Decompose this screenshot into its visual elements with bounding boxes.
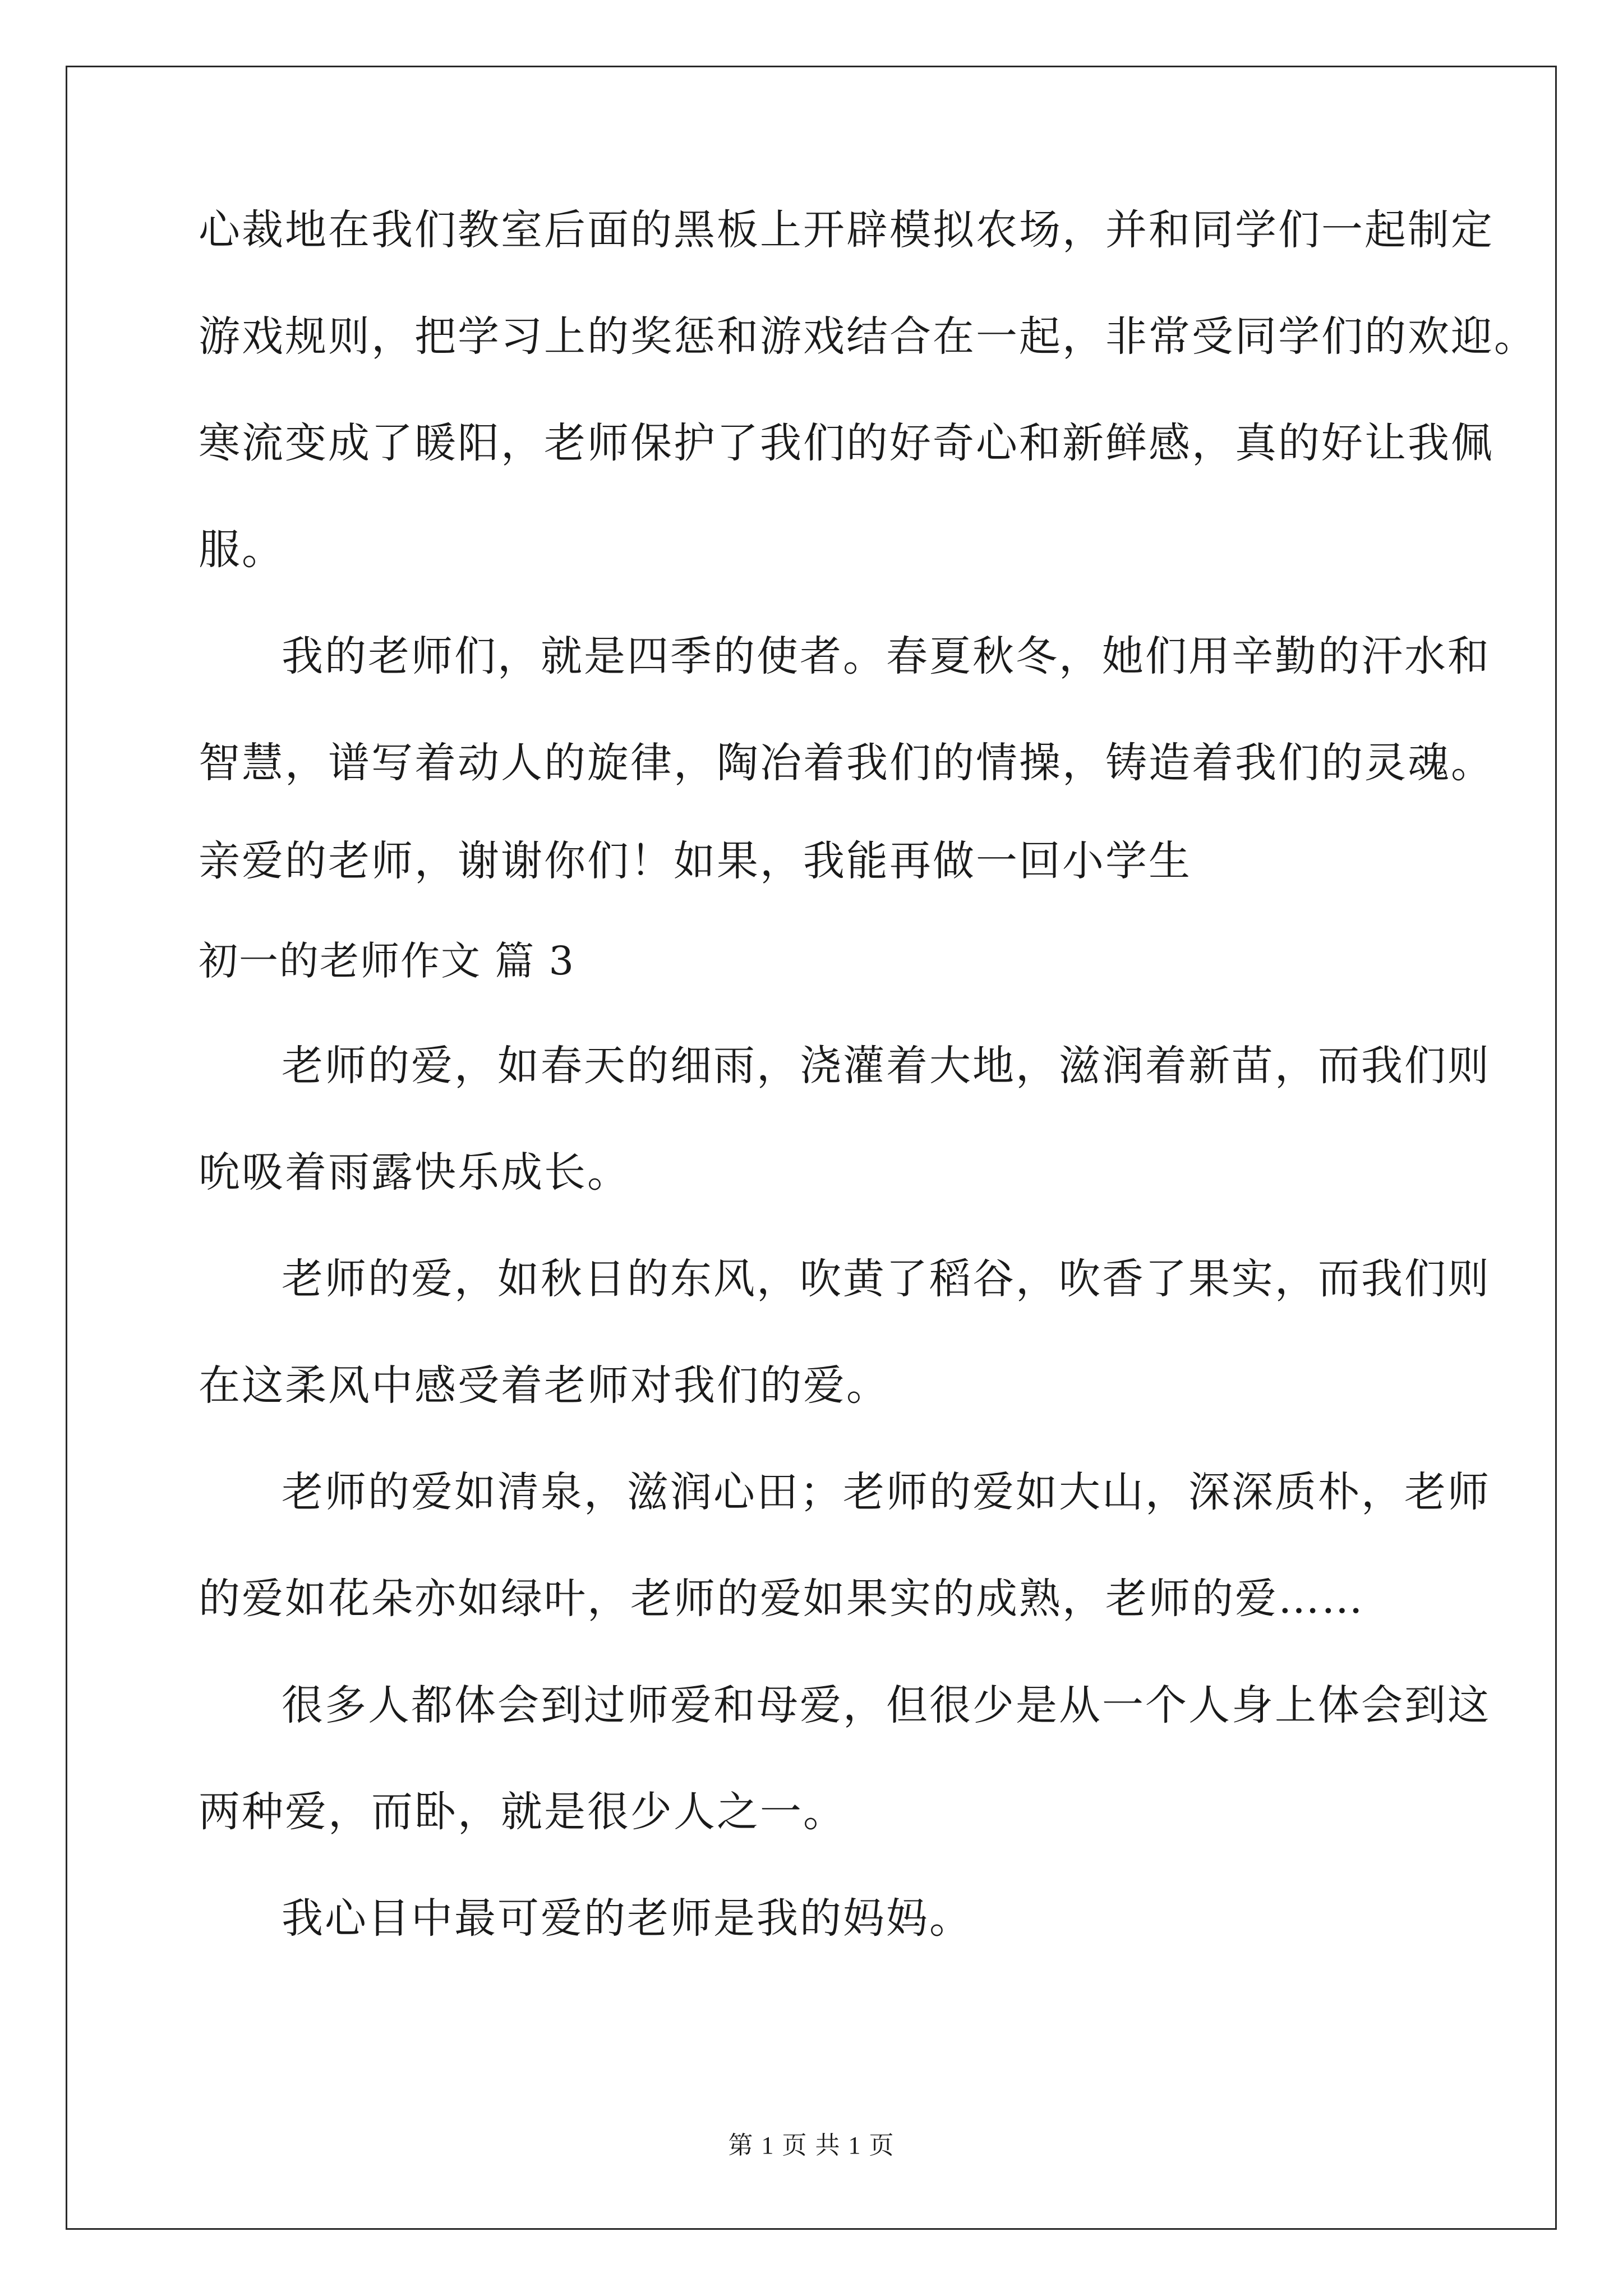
text-line: 游戏规则，把学习上的奖惩和游戏结合在一起，非常受同学们的欢迎。 [199,312,1537,361]
text-line: 老师的爱，如春天的细雨，浇灌着大地，滋润着新苗，而我们则 [282,1042,1491,1090]
text-line: 寒流变成了暖阳，老师保护了我们的好奇心和新鲜感，真的好让我佩 [199,419,1494,467]
text-line: 我心目中最可爱的老师是我的妈妈。 [282,1894,972,1943]
text-line: 老师的爱如清泉，滋润心田；老师的爱如大山，深深质朴，老师 [282,1468,1491,1516]
text-line: 的爱如花朵亦如绿叶，老师的爱如果实的成熟，老师的爱…… [199,1575,1364,1623]
text-line: 智慧，谱写着动人的旋律，陶冶着我们的情操，铸造着我们的灵魂。 [199,739,1494,787]
text-line: 在这柔风中感受着老师对我们的爱。 [199,1361,889,1410]
text-line: 吮吸着雨露快乐成长。 [199,1148,630,1197]
page-footer: 第 1 页 共 1 页 [728,2132,895,2159]
text-line: 老师的爱，如秋日的东风，吹黄了稻谷，吹香了果实，而我们则 [282,1255,1491,1303]
text-line: 两种爱，而卧，就是很少人之一。 [199,1788,846,1836]
text-line: 很多人都体会到过师爱和母爱，但很少是从一个人身上体会到这 [282,1681,1491,1729]
text-line: 亲爱的老师，谢谢你们！如果，我能再做一回小学生 [199,837,1192,885]
text-line: 服。 [199,526,285,574]
text-line: 心裁地在我们教室后面的黑板上开辟模拟农场，并和同学们一起制定 [199,206,1494,254]
section-heading: 初一的老师作文 篇 3 [199,938,575,984]
text-line: 我的老师们，就是四季的使者。春夏秋冬，她们用辛勤的汗水和 [282,632,1491,680]
